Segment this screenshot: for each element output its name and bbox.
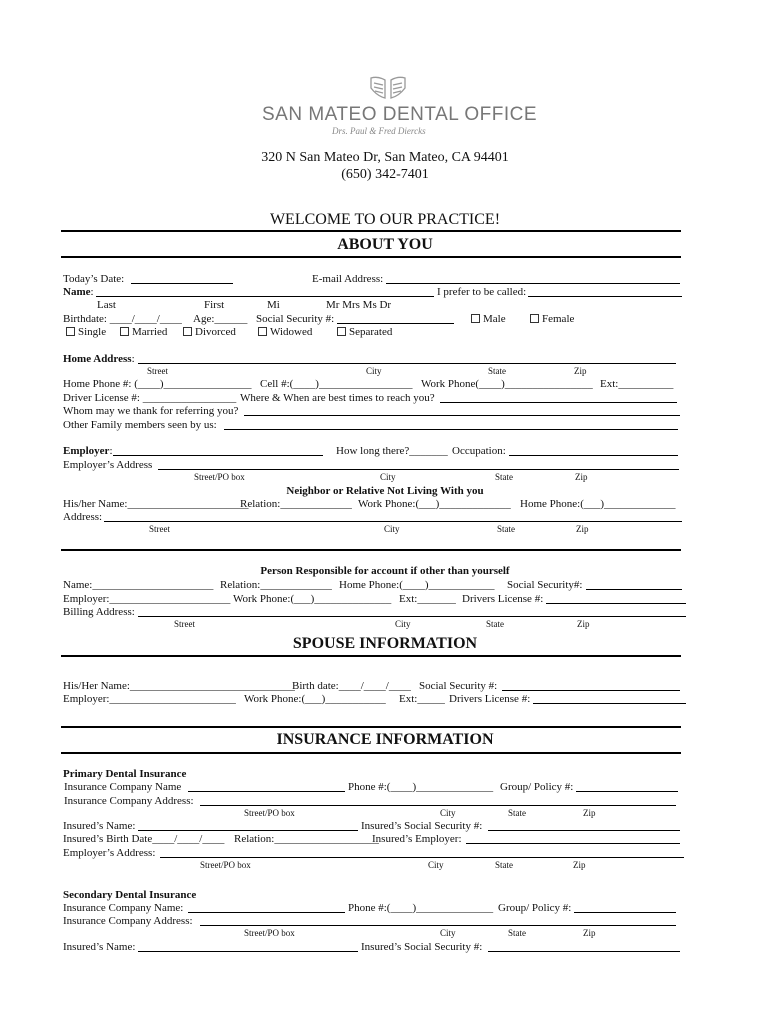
todays-date-label: Today’s Date: xyxy=(63,273,125,285)
responsible-drivers-field[interactable] xyxy=(546,603,686,604)
employer-label: Employer: xyxy=(63,445,113,457)
age-field[interactable]: Age:______ xyxy=(193,313,248,325)
birthdate-field[interactable]: Birthdate: ____/____/____ xyxy=(63,313,182,325)
city-hint: City xyxy=(366,366,382,376)
insured-ssn-field[interactable] xyxy=(488,830,680,831)
zip-hint: Zip xyxy=(583,808,596,818)
secondary-phone-field[interactable]: Phone #:(____)______________ xyxy=(348,902,494,914)
best-time-label: Where & When are best times to reach you? xyxy=(240,392,435,404)
family-field[interactable] xyxy=(224,429,678,430)
male-checkbox[interactable]: Male xyxy=(471,313,506,325)
name-field[interactable] xyxy=(96,296,434,297)
primary-phone-field[interactable]: Phone #:(____)______________ xyxy=(348,781,494,793)
spouse-drivers-label: Drivers License #: xyxy=(449,693,531,705)
city-hint: City xyxy=(440,928,456,938)
insured-relation-field[interactable]: Relation:___________________ xyxy=(234,833,379,845)
street-hint: Street xyxy=(174,619,195,629)
primary-company-address-field[interactable] xyxy=(200,805,676,806)
secondary-company-address-label: Insurance Company Address: xyxy=(63,915,193,927)
neighbor-name-field[interactable]: His/her Name:______________________ xyxy=(63,498,249,510)
spouse-drivers-field[interactable] xyxy=(533,703,686,704)
insured-employer-field[interactable] xyxy=(466,843,680,844)
preferred-name-field[interactable] xyxy=(528,296,682,297)
insured-name-field[interactable] xyxy=(138,830,358,831)
spouse-employer-field[interactable]: Employer:_______________________ xyxy=(63,693,236,705)
home-address-field[interactable] xyxy=(138,363,676,364)
divider xyxy=(61,256,681,258)
secondary-insured-ssn-label: Insured’s Social Security #: xyxy=(361,941,483,953)
ext-field[interactable]: Ext:__________ xyxy=(600,378,674,390)
middle-initial-hint: Mi xyxy=(267,299,280,311)
neighbor-relation-field[interactable]: Relation:_____________ xyxy=(240,498,352,510)
primary-insurance-heading: Primary Dental Insurance xyxy=(63,768,187,780)
insured-ssn-label: Insured’s Social Security #: xyxy=(361,820,483,832)
billing-address-field[interactable] xyxy=(138,616,686,617)
divider xyxy=(61,752,681,754)
occupation-label: Occupation: xyxy=(452,445,506,457)
employer-address-label: Employer’s Address xyxy=(63,459,153,471)
city-hint: City xyxy=(395,619,411,629)
city-hint: City xyxy=(380,472,396,482)
checkbox-icon xyxy=(183,327,192,336)
ssn-field[interactable] xyxy=(337,323,454,324)
driver-license-field[interactable]: Driver License #: _________________ xyxy=(63,392,237,404)
responsible-relation-field[interactable]: Relation:_____________ xyxy=(220,579,332,591)
state-hint: State xyxy=(497,524,515,534)
divider xyxy=(61,655,681,657)
insured-name-label: Insured’s Name: xyxy=(63,820,136,832)
preferred-name-label: I prefer to be called: xyxy=(437,286,527,298)
primary-group-label: Group/ Policy #: xyxy=(500,781,574,793)
street-po-hint: Street/PO box xyxy=(194,472,245,482)
zip-hint: Zip xyxy=(575,472,588,482)
state-hint: State xyxy=(495,860,513,870)
cell-phone-field[interactable]: Cell #:(____)_________________ xyxy=(260,378,413,390)
zip-hint: Zip xyxy=(583,928,596,938)
email-label: E-mail Address: xyxy=(312,273,384,285)
spouse-ssn-field[interactable] xyxy=(502,690,680,691)
employer-address-label: Employer’s Address: xyxy=(63,847,156,859)
responsible-ssn-label: Social Security#: xyxy=(507,579,583,591)
insured-employer-label: Insured’s Employer: xyxy=(372,833,462,845)
state-hint: State xyxy=(508,928,526,938)
spouse-work-phone-field[interactable]: Work Phone:(___)___________ xyxy=(244,693,386,705)
referring-field[interactable] xyxy=(244,415,680,416)
spouse-heading: SPOUSE INFORMATION xyxy=(292,635,478,652)
street-po-hint: Street/PO box xyxy=(244,928,295,938)
neighbor-heading: Neighbor or Relative Not Living With you xyxy=(286,485,484,497)
separated-checkbox[interactable]: Separated xyxy=(337,326,392,338)
checkbox-icon xyxy=(530,314,539,323)
primary-company-name-field[interactable] xyxy=(188,791,345,792)
name-label: Name: xyxy=(63,286,94,298)
spouse-name-field[interactable]: His/Her Name:______________________________ xyxy=(63,680,295,692)
state-hint: State xyxy=(488,366,506,376)
street-po-hint: Street/PO box xyxy=(244,808,295,818)
spouse-ext-field[interactable]: Ext:_____ xyxy=(399,693,445,705)
widowed-checkbox[interactable]: Widowed xyxy=(258,326,312,338)
married-checkbox[interactable]: Married xyxy=(120,326,167,338)
employer-address-field[interactable] xyxy=(160,857,684,858)
checkbox-icon xyxy=(471,314,480,323)
billing-address-label: Billing Address: xyxy=(63,606,135,618)
primary-company-address-label: Insurance Company Address: xyxy=(64,795,194,807)
logo-name: SAN MATEO DENTAL OFFICE xyxy=(262,104,538,125)
single-checkbox[interactable]: Single xyxy=(66,326,106,338)
divorced-checkbox[interactable]: Divorced xyxy=(183,326,236,338)
title-options[interactable]: Mr Mrs Ms Dr xyxy=(326,299,392,311)
neighbor-address-field[interactable] xyxy=(104,521,682,522)
street-hint: Street xyxy=(147,366,168,376)
divider xyxy=(61,726,681,728)
female-checkbox[interactable]: Female xyxy=(530,313,574,325)
practice-address: 320 N San Mateo Dr, San Mateo, CA 94401 xyxy=(261,150,509,165)
responsible-work-phone-field[interactable]: Work Phone:(___)______________ xyxy=(233,593,392,605)
responsible-name-field[interactable]: Name:______________________ xyxy=(63,579,214,591)
insured-birth-date-field[interactable]: Insured’s Birth Date____/____/____ xyxy=(63,833,225,845)
zip-hint: Zip xyxy=(573,860,586,870)
state-hint: State xyxy=(495,472,513,482)
insurance-heading: INSURANCE INFORMATION xyxy=(276,731,494,748)
divider xyxy=(61,549,681,551)
occupation-field[interactable] xyxy=(509,455,678,456)
secondary-insured-name-field[interactable] xyxy=(138,951,358,952)
email-field[interactable] xyxy=(386,283,680,284)
primary-group-field[interactable] xyxy=(576,791,678,792)
neighbor-address-label: Address: xyxy=(63,511,103,523)
zip-hint: Zip xyxy=(576,524,589,534)
practice-phone: (650) 342-7401 xyxy=(341,167,429,182)
checkbox-icon xyxy=(120,327,129,336)
city-hint: City xyxy=(428,860,444,870)
welcome-heading: WELCOME TO OUR PRACTICE! xyxy=(269,211,501,228)
home-address-label: Home Address: xyxy=(63,353,135,365)
zip-hint: Zip xyxy=(574,366,587,376)
how-long-field[interactable]: How long there?_______ xyxy=(336,445,448,457)
first-name-hint: First xyxy=(204,299,225,311)
spouse-birth-date-field[interactable]: Birth date:____/____/____ xyxy=(292,680,411,692)
employer-field[interactable] xyxy=(113,455,323,456)
responsible-home-phone-field[interactable]: Home Phone:(____)____________ xyxy=(339,579,495,591)
responsible-ext-field[interactable]: Ext:_______ xyxy=(399,593,456,605)
home-phone-field[interactable]: Home Phone #: (____)________________ xyxy=(63,378,252,390)
family-label: Other Family members seen by us: xyxy=(63,419,217,431)
todays-date-field[interactable] xyxy=(131,283,233,284)
ssn-label: Social Security #: xyxy=(256,313,335,325)
logo xyxy=(368,74,408,102)
checkbox-icon xyxy=(337,327,346,336)
responsible-ssn-field[interactable] xyxy=(586,589,682,590)
divider xyxy=(61,230,681,232)
secondary-insured-name-label: Insured’s Name: xyxy=(63,941,136,953)
best-time-field[interactable] xyxy=(440,402,677,403)
referring-label: Whom may we thank for referring you? xyxy=(63,405,239,417)
state-hint: State xyxy=(486,619,504,629)
street-po-hint: Street/PO box xyxy=(200,860,251,870)
secondary-group-field[interactable] xyxy=(574,912,676,913)
checkbox-icon xyxy=(258,327,267,336)
employer-address-field[interactable] xyxy=(158,469,679,470)
state-hint: State xyxy=(508,808,526,818)
secondary-insurance-heading: Secondary Dental Insurance xyxy=(63,889,197,901)
city-hint: City xyxy=(440,808,456,818)
responsible-heading: Person Responsible for account if other than yourself xyxy=(260,565,510,577)
zip-hint: Zip xyxy=(577,619,590,629)
responsible-drivers-label: Drivers License #: xyxy=(462,593,544,605)
spouse-ssn-label: Social Security #: xyxy=(419,680,498,692)
neighbor-work-phone-field[interactable]: Work Phone:(___)_____________ xyxy=(358,498,511,510)
last-name-hint: Last xyxy=(97,299,116,311)
tooth-logo-icon xyxy=(368,74,408,102)
logo-subtitle: Drs. Paul & Fred Diercks xyxy=(332,126,426,136)
primary-company-name-label: Insurance Company Name xyxy=(64,781,182,793)
secondary-company-name-label: Insurance Company Name: xyxy=(63,902,184,914)
street-hint: Street xyxy=(149,524,170,534)
work-phone-field[interactable]: Work Phone(____)________________ xyxy=(421,378,593,390)
secondary-group-label: Group/ Policy #: xyxy=(498,902,572,914)
about-heading: ABOUT YOU xyxy=(337,236,433,253)
secondary-company-name-field[interactable] xyxy=(188,912,345,913)
secondary-insured-ssn-field[interactable] xyxy=(488,951,680,952)
neighbor-home-phone-field[interactable]: Home Phone:(___)_____________ xyxy=(520,498,676,510)
checkbox-icon xyxy=(66,327,75,336)
secondary-company-address-field[interactable] xyxy=(200,925,676,926)
responsible-employer-field[interactable]: Employer:______________________ xyxy=(63,593,231,605)
city-hint: City xyxy=(384,524,400,534)
